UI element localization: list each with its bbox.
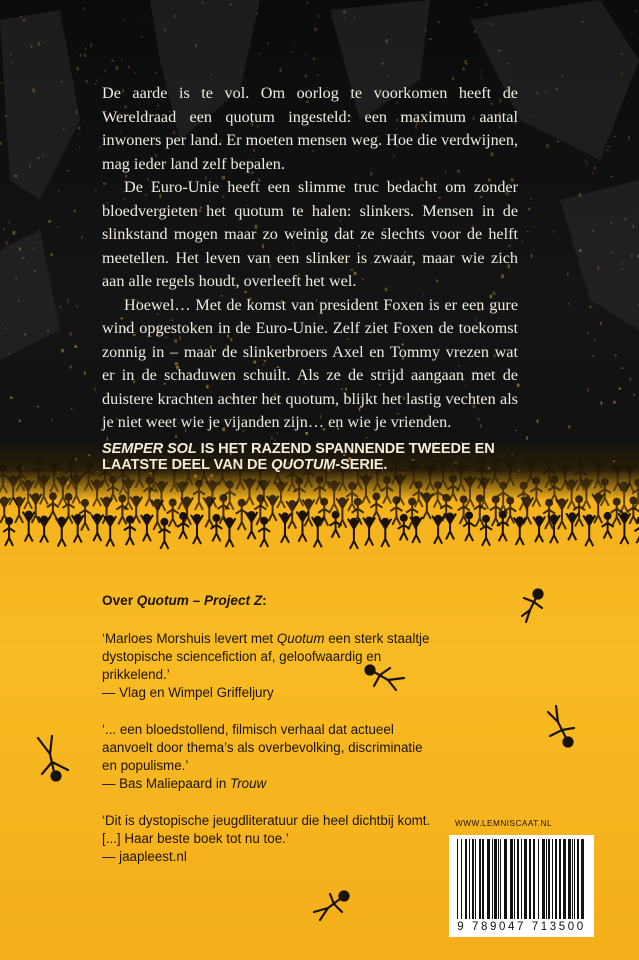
crowd-figure (122, 479, 134, 509)
review-heading-prefix: Over (102, 593, 137, 608)
barcode-bar (461, 839, 462, 919)
speck (486, 23, 488, 24)
speck (116, 66, 119, 70)
crowd-figure (398, 515, 410, 541)
crowd-figure (573, 496, 585, 526)
crowd-figure (193, 481, 205, 510)
speck (13, 231, 16, 235)
speck (67, 170, 69, 172)
speck (30, 45, 32, 48)
speck (57, 227, 58, 229)
crowd-figure (22, 481, 34, 509)
speck (463, 67, 465, 71)
barcode-bar (548, 839, 550, 919)
crowd-figure (370, 494, 382, 520)
speck (61, 349, 64, 353)
speck (481, 77, 482, 79)
blurb-paragraph-3: Hoewel… Met de komst van president Foxen is er een gure wind opgestoken in de Euro-Unie. Zelf ziet Foxen de toekomst zonnig in – maar de slinkerbroers Axel en Tommy vrezen wat er in de schaduwen schuilt. Als ze de strijd aangaan met de duistere krachten achter het quotum, blijkt het lastig vechten als je niet weet wie je vijanden zijn… en wie je vrienden. (102, 295, 518, 431)
review-quote-3 (102, 812, 432, 866)
barcode-bar (498, 839, 499, 919)
quote-2-attribution-source: — Bas Maliepaard in (102, 776, 231, 791)
speck (80, 54, 82, 57)
speck (69, 365, 72, 368)
speck (474, 30, 476, 33)
crowd-figure (91, 480, 103, 506)
speck (490, 23, 492, 25)
speck (537, 92, 539, 95)
speck (382, 63, 385, 65)
speck (135, 72, 137, 73)
speck (429, 38, 432, 40)
speck (74, 345, 77, 348)
speck (581, 21, 584, 23)
speck (42, 154, 43, 156)
speck (10, 397, 13, 399)
quote-3-text: ‘Dit is dystopische jeugdliteratuur die heel dichtbij komt. [...] Haar beste boek tot nu toe.’ (102, 813, 431, 846)
speck (622, 268, 623, 270)
speck (5, 115, 7, 117)
speck (526, 231, 529, 232)
crowd-figure (275, 482, 287, 508)
speck (594, 338, 595, 341)
speck (610, 176, 613, 177)
crowd-figure (23, 512, 35, 542)
isbn-number: 9 789047 713500 (457, 921, 586, 933)
speck (69, 332, 72, 336)
crowd-figure (410, 517, 422, 543)
speck (279, 68, 281, 72)
speck (23, 257, 25, 259)
speck (480, 73, 481, 74)
series-tagline (102, 441, 542, 473)
speck (579, 249, 581, 251)
crowd-figure (13, 497, 25, 522)
speck (37, 158, 39, 160)
speck (50, 253, 53, 256)
speck (545, 91, 547, 93)
publisher-url: WWW.LEMNISCAAT.NL (455, 819, 553, 828)
speck (567, 273, 569, 275)
speck (104, 70, 105, 72)
crowd-figure (203, 497, 215, 527)
crowd-figure (47, 493, 59, 519)
speck (256, 13, 258, 14)
barcode-bar (494, 839, 497, 919)
speck (561, 74, 562, 77)
speck (314, 28, 317, 31)
crowd-figure (296, 512, 308, 542)
speck (95, 189, 97, 191)
barcode-bar (546, 839, 547, 919)
crowd-figure (210, 515, 222, 541)
barcode-bar (465, 839, 467, 919)
speck (598, 266, 599, 270)
barcode-bar (568, 839, 571, 919)
barcode-bar (555, 839, 557, 919)
speck (452, 77, 454, 80)
speck (142, 36, 143, 39)
crowd-figure (223, 518, 235, 547)
speck (9, 354, 11, 355)
speck (387, 76, 389, 77)
speck (18, 300, 20, 301)
falling-figure-3 (540, 700, 582, 752)
speck (74, 210, 76, 213)
crowd-figure (3, 518, 15, 546)
crowd-figure (363, 518, 375, 546)
crowd-figure (258, 518, 270, 547)
crowd-figure (618, 483, 630, 513)
tagline-end: -SERIE. (335, 457, 388, 473)
speck (613, 401, 616, 404)
speck (174, 15, 176, 18)
speck (498, 50, 501, 52)
speck (1, 82, 3, 83)
speck (568, 303, 569, 305)
speck (306, 55, 308, 56)
speck (48, 329, 49, 332)
speck (3, 228, 5, 230)
speck (343, 11, 346, 15)
review-heading-title: Quotum – Project Z (136, 593, 263, 608)
speck (14, 175, 17, 177)
speck (621, 262, 623, 263)
speck (556, 88, 558, 91)
falling-figure-5 (306, 888, 356, 924)
crowd-figure (514, 517, 526, 545)
speck (44, 41, 45, 43)
speck (306, 2, 308, 5)
speck (195, 44, 197, 47)
speck (63, 127, 64, 130)
speck (317, 74, 319, 76)
speck (624, 219, 627, 220)
crowd-figure (246, 512, 258, 539)
barcode-bar (552, 839, 553, 919)
speck (83, 7, 85, 10)
speck (230, 4, 232, 6)
crowd-figure (497, 512, 509, 541)
speck (437, 21, 440, 23)
speck (305, 74, 307, 77)
speck (631, 255, 632, 257)
quote-1-title: Quotum (276, 631, 325, 646)
barcode-bar (581, 839, 584, 919)
speck (629, 377, 631, 380)
speck (79, 147, 80, 149)
crowd-figure (330, 512, 342, 538)
speck (294, 45, 295, 46)
speck (68, 299, 69, 303)
crowd-figure (444, 514, 456, 540)
speck (111, 60, 114, 63)
barcode-bar (577, 839, 579, 919)
crowd-figure (458, 496, 470, 524)
crowd-figure (602, 513, 614, 539)
speck (123, 20, 126, 21)
crowd-figure (141, 515, 153, 541)
speck (24, 333, 26, 335)
crowd-figure (312, 517, 324, 547)
crowd-figure (38, 516, 50, 542)
quote-2-attribution-outlet: Trouw (230, 776, 267, 791)
crowd-figure (599, 479, 611, 506)
crowd-figure (618, 513, 630, 544)
blurb-paragraph-1: De aarde is te vol. Om oorlog te voorkomen heeft de Wereldraad een quotum ingesteld: een maximum aantal inwoners per land. Er moeten mensen weg. Hoe die verdwijnen, mag ieder land zelf bepalen. (102, 84, 518, 173)
speck (620, 53, 623, 55)
crowd-figure (91, 514, 103, 541)
speck (84, 54, 86, 58)
speck (34, 270, 36, 272)
speck (202, 1, 204, 5)
blurb-text (102, 82, 518, 435)
quote-1-attribution: — Vlag en Wimpel Griffeljury (102, 685, 274, 700)
crowd-figure (56, 518, 68, 547)
crowd-figure (79, 500, 91, 531)
blurb-paragraph-2: De Euro-Unie heeft een slimme truc bedacht om zonder bloedvergieten het quotum te halen: slinkers. Mensen in de slinkstand mogen maar zo weinig dat ze slechts voor de helft meetellen. Het leven van een slinker is zwaar, maar wie zich aan alle regels houdt, overleeft het wel. (102, 178, 518, 290)
barcode-bar (492, 839, 493, 919)
speck (96, 80, 98, 82)
speck (37, 406, 39, 407)
crowd-figure (83, 461, 95, 490)
speck (579, 193, 581, 197)
speck (590, 305, 591, 308)
crowd-figure (379, 519, 391, 547)
speck (553, 230, 554, 233)
barcode-bar (500, 839, 501, 919)
barcode-bar (517, 839, 519, 919)
barcode-bar (521, 839, 522, 919)
speck (635, 10, 636, 13)
speck (259, 52, 260, 54)
crowd-figure (432, 482, 444, 508)
speck (631, 33, 632, 35)
barcode-bar (482, 839, 484, 919)
speck (121, 59, 123, 60)
crowd-figure (390, 497, 402, 525)
speck (528, 208, 530, 211)
crowd-figure (432, 516, 444, 544)
speck (478, 7, 480, 8)
barcode-bar (542, 839, 545, 919)
speck (61, 81, 63, 83)
speck (76, 67, 79, 70)
speck (425, 28, 426, 32)
speck (592, 355, 594, 356)
speck (10, 62, 13, 63)
speck (557, 141, 559, 143)
crowd-figure (70, 475, 82, 503)
tagline-title: SEMPER SOL (102, 441, 197, 457)
speck (611, 222, 612, 224)
barcode-bar (469, 839, 470, 919)
crowd-figure (191, 515, 203, 544)
barcode-bar (538, 839, 539, 919)
speck (611, 252, 612, 254)
barcode-bar (524, 839, 527, 919)
speck (586, 163, 587, 165)
speck (33, 247, 35, 250)
crowd-figure (38, 476, 50, 505)
speck (10, 52, 11, 55)
speck (29, 164, 30, 168)
speck (15, 277, 17, 279)
crowd-figure (580, 479, 592, 508)
speck (522, 241, 523, 242)
review-heading-suffix: : (262, 593, 267, 608)
speck (6, 241, 7, 245)
crowd-figure (530, 478, 542, 507)
barcode-bar (472, 839, 474, 919)
speck (155, 72, 157, 74)
crowd-figure (244, 479, 256, 505)
speck (267, 42, 268, 45)
falling-figure-4 (30, 730, 76, 786)
speck (52, 419, 53, 421)
barcode-bar (533, 839, 535, 919)
speck (86, 47, 87, 50)
speck (0, 142, 2, 145)
speck (76, 110, 78, 114)
barcode-bar (487, 839, 490, 919)
speck (594, 166, 596, 170)
speck (71, 408, 73, 409)
speck (537, 419, 539, 423)
barcode-bar (514, 839, 515, 919)
speck (290, 52, 293, 53)
barcode-bar (572, 839, 573, 919)
speck (354, 17, 355, 20)
speck (633, 225, 634, 228)
speck (619, 388, 621, 390)
speck (385, 39, 388, 43)
speck (48, 220, 51, 223)
tagline-series: QUOTUM (271, 457, 336, 473)
speck (587, 332, 588, 334)
speck (95, 388, 96, 391)
crowd-figure (566, 513, 578, 540)
speck (19, 420, 21, 423)
crowd-figure (348, 519, 360, 549)
speck (58, 190, 60, 192)
speck (593, 229, 594, 232)
speck (128, 66, 130, 69)
speck (23, 19, 26, 22)
speck (600, 322, 601, 325)
speck (531, 254, 532, 258)
crowd-figure (381, 477, 393, 504)
speck (5, 327, 6, 329)
speck (606, 149, 608, 150)
speck (78, 127, 81, 130)
speck (485, 4, 488, 6)
speck (592, 173, 593, 174)
barcode-bar (529, 839, 531, 919)
speck (19, 247, 21, 250)
speck (601, 401, 603, 405)
speck (19, 16, 22, 18)
speck (38, 42, 41, 46)
speck (507, 63, 510, 65)
crowd-figure (151, 500, 163, 530)
barcode-bar (574, 839, 575, 919)
speck (33, 91, 36, 92)
speck (344, 17, 346, 18)
falling-figure-1 (512, 586, 552, 626)
tagline-middle: IS HET RAZEND SPANNENDE TWEEDE EN LAATSTE DEEL VAN DE (102, 441, 495, 473)
speck (568, 425, 571, 428)
crowd-figure (533, 517, 545, 543)
speck (614, 136, 616, 138)
crowd-figure (104, 516, 116, 546)
speck (81, 236, 82, 239)
crowd-figure (158, 519, 170, 549)
speck (615, 355, 617, 357)
review-quote-2 (102, 721, 432, 793)
speck (480, 70, 482, 71)
crowd-figure (566, 480, 578, 508)
barcode-bar (559, 839, 561, 919)
review-heading (102, 592, 432, 610)
barcode-bar (475, 839, 476, 919)
crowd-figure (583, 515, 595, 546)
speck (628, 136, 629, 140)
barcode-bar (479, 839, 481, 919)
crowd-figure (611, 499, 623, 525)
crowd-figure (167, 500, 179, 527)
speck (76, 306, 78, 308)
speck (9, 221, 10, 223)
speck (588, 388, 589, 391)
barcode-bar (563, 839, 566, 919)
quote-1-text-b: een sterk staaltje dystopische sciencefiction af, geloofwaardig en prikkelend.’ (102, 631, 430, 682)
speck (313, 58, 315, 61)
falling-figure-2 (360, 656, 410, 696)
speck (585, 160, 586, 162)
speck (90, 44, 92, 48)
speck (531, 198, 532, 200)
speck (318, 15, 320, 18)
speck (210, 74, 211, 76)
speck (607, 146, 610, 147)
quote-2-attribution (102, 775, 432, 793)
quote-3-attribution: — jaapleest.nl (102, 849, 187, 864)
speck (60, 306, 62, 309)
speck (164, 28, 166, 31)
speck (100, 146, 101, 148)
speck (633, 394, 634, 396)
quote-1-text-a: ‘Marloes Morshuis levert met (102, 631, 277, 646)
barcode-bar (510, 839, 513, 919)
speck (531, 115, 532, 116)
crowd-figure (328, 481, 340, 511)
speck (143, 16, 146, 17)
review-section (102, 592, 432, 885)
speck (621, 73, 622, 77)
crowd-figure (267, 496, 279, 521)
speck (622, 368, 624, 369)
barcode-bar (504, 839, 507, 919)
barcode-bar (457, 839, 458, 919)
speck (464, 60, 467, 64)
quote-2-text: ‘... een bloedstollend, filmisch verhaal dat actueel aanvoelt door thema’s als overbevolking, discriminatie en populisme.’ (102, 722, 423, 773)
speck (95, 83, 96, 85)
speck (546, 144, 549, 147)
speck (84, 372, 86, 375)
speck (85, 80, 88, 83)
